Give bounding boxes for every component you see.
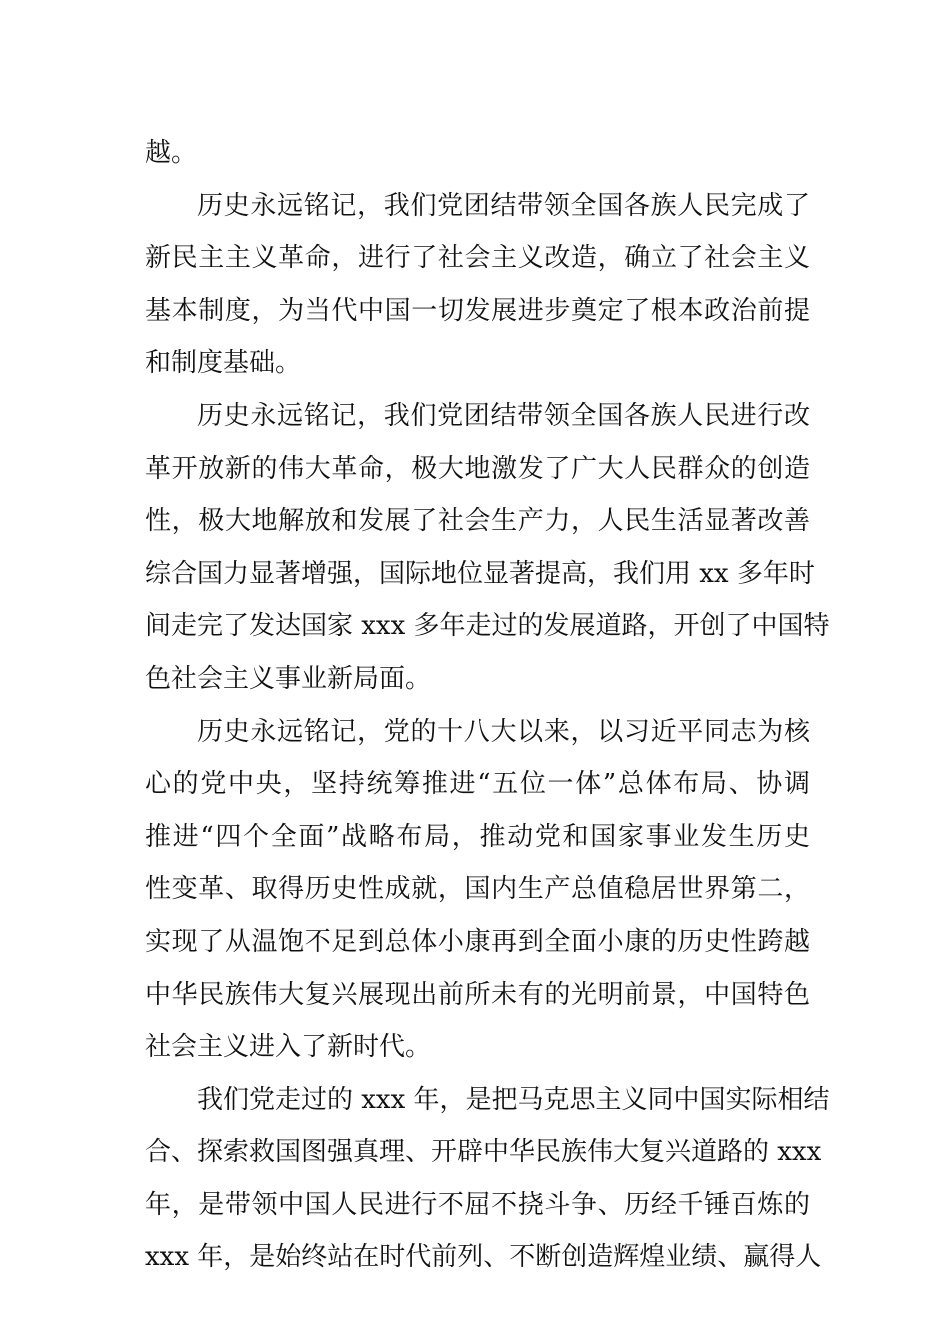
text-line: 间走完了发达国家 xxx 多年走过的发展道路，开创了中国特 (145, 611, 830, 642)
text-line: 实现了从温饱不足到总体小康再到全面小康的历史性跨越 (145, 926, 810, 957)
text-line: 色社会主义事业新局面。 (145, 663, 432, 694)
text-line: 心的党中央，坚持统筹推进“五位一体”总体布局、协调 (145, 769, 810, 800)
text-line: 革开放新的伟大革命，极大地激发了广大人民群众的创造 (145, 453, 810, 484)
document-body (145, 127, 830, 1284)
text-line: 我们党走过的 xxx 年，是把马克思主义同中国实际相结 (197, 1084, 830, 1115)
text-line: 历史永远铭记，党的十八大以来，以习近平同志为核 (197, 716, 810, 747)
text-line: 性变革、取得历史性成就，国内生产总值稳居世界第二， (145, 874, 810, 905)
text-line: 推进“四个全面”战略布局，推动党和国家事业发生历史 (145, 821, 810, 852)
text-line: xxx 年，是始终站在时代前列、不断创造辉煌业绩、赢得人 (145, 1242, 822, 1273)
text-line: 基本制度，为当代中国一切发展进步奠定了根本政治前提 (145, 295, 810, 326)
text-line: 新民主主义革命，进行了社会主义改造，确立了社会主义 (145, 243, 810, 274)
text-line: 年，是带领中国人民进行不屈不挠斗争、历经千锤百炼的 (145, 1189, 810, 1220)
text-line: 综合国力显著增强，国际地位显著提高，我们用 xx 多年时 (145, 558, 815, 589)
text-line: 历史永远铭记，我们党团结带领全国各族人民进行改 (197, 400, 810, 431)
text-line: 和制度基础。 (145, 348, 302, 379)
text-line: 性，极大地解放和发展了社会生产力，人民生活显著改善 (145, 506, 810, 537)
text-line: 历史永远铭记，我们党团结带领全国各族人民完成了 (197, 190, 810, 221)
text-line: 合、探索救国图强真理、开辟中华民族伟大复兴道路的 xxx (145, 1137, 822, 1168)
text-line: 中华民族伟大复兴展现出前所未有的光明前景，中国特色 (145, 979, 810, 1010)
text-line: 社会主义进入了新时代。 (145, 1032, 432, 1063)
text-line: 越。 (145, 138, 198, 168)
